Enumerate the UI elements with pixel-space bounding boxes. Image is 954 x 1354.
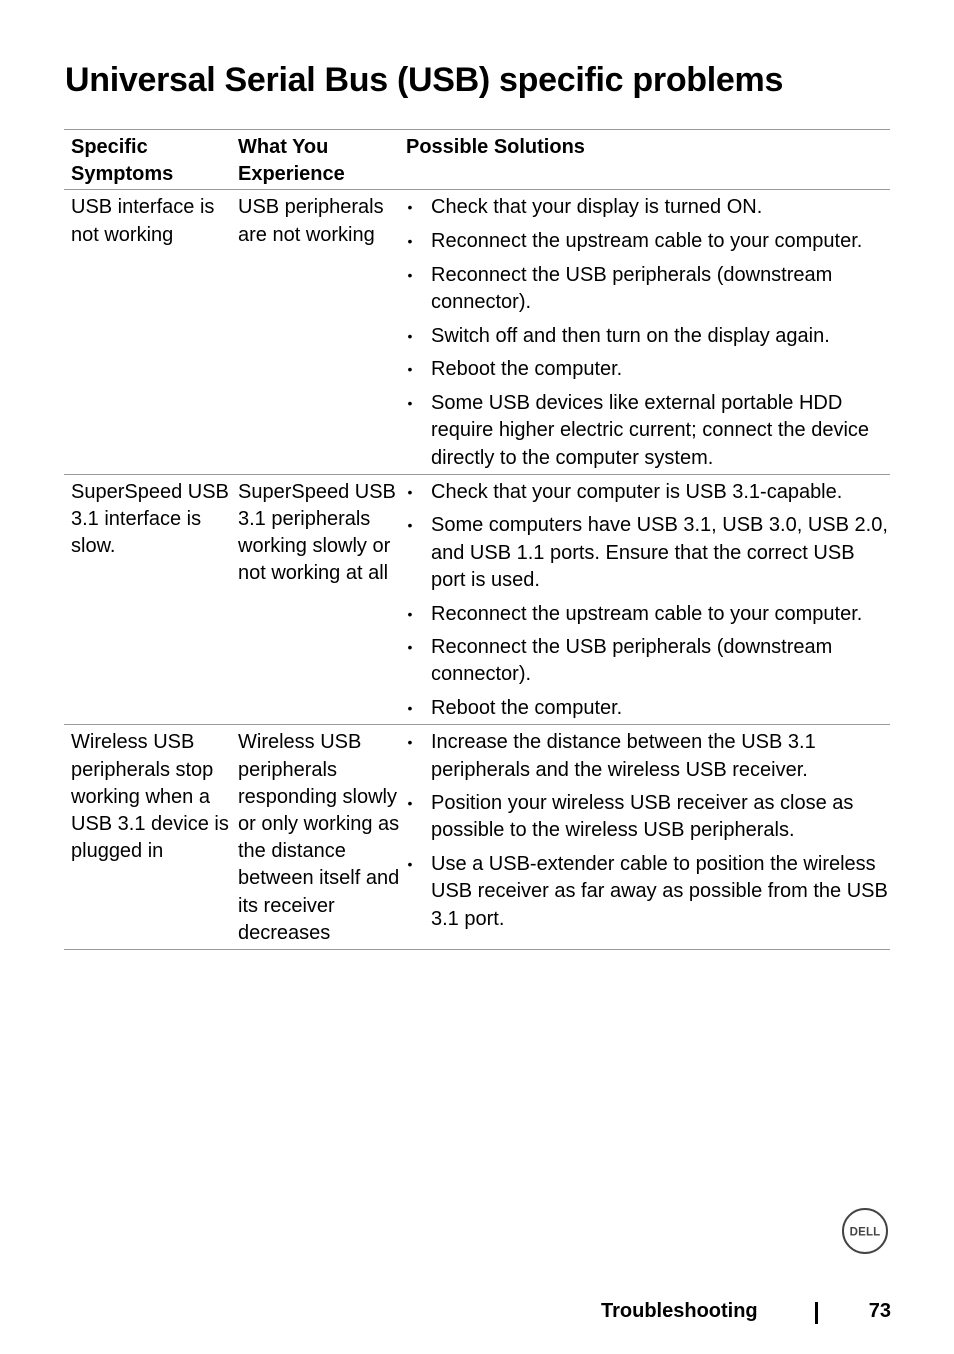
solution-text: Increase the distance between the USB 3.1 peripherals and the wireless USB receiver. [431, 731, 816, 781]
dell-logo-text: DELL [849, 1226, 881, 1239]
symptom-cell: USB interface is not working [64, 190, 238, 474]
page-footer [0, 1300, 954, 1328]
bullet-icon: • [407, 233, 413, 250]
usb-problems-table [64, 129, 890, 950]
solutions-list [406, 729, 890, 932]
table-row [64, 190, 890, 474]
solution-text: Some computers have USB 3.1, USB 3.0, USB 2.0, and USB 1.1 ports. Ensure that the correct USB port is used. [431, 514, 888, 591]
experience-cell: Wireless USB peripherals responding slowly or only working as the distance between itself and its receiver decreases [238, 725, 406, 950]
solution-item [406, 851, 890, 933]
solutions-cell [406, 190, 890, 474]
solution-item [406, 479, 890, 506]
solution-item [406, 323, 890, 350]
solution-item [406, 390, 890, 472]
solution-text: Reconnect the upstream cable to your computer. [431, 602, 863, 625]
header-specific-symptoms: Specific Symptoms [64, 130, 238, 190]
page-title: Universal Serial Bus (USB) specific problems [65, 61, 784, 99]
bullet-icon: • [407, 856, 413, 873]
solution-text: Reboot the computer. [431, 697, 623, 720]
table-row [64, 474, 890, 725]
solutions-cell [406, 474, 890, 725]
solution-item [406, 634, 890, 688]
solution-item [406, 695, 890, 722]
dell-logo-icon [842, 1208, 888, 1254]
solution-text: Switch off and then turn on the display again. [431, 324, 830, 347]
solutions-list [406, 194, 890, 471]
solution-text: Position your wireless USB receiver as close as possible to the wireless USB peripherals. [431, 792, 854, 842]
solution-text: Reconnect the USB peripherals (downstream connector). [431, 263, 833, 314]
solution-text: Reconnect the USB peripherals (downstream connector). [431, 636, 833, 686]
solutions-list [406, 479, 890, 723]
header-what-you-experience: What You Experience [238, 130, 406, 190]
footer-section-title: Troubleshooting [601, 1300, 758, 1322]
bullet-icon: • [407, 795, 413, 812]
footer-divider [815, 1302, 818, 1324]
solution-text: Reconnect the upstream cable to your computer. [431, 230, 863, 253]
solution-item [406, 790, 890, 844]
solution-item [406, 356, 890, 383]
bullet-icon: • [407, 639, 413, 656]
symptom-cell: Wireless USB peripherals stop working when a USB 3.1 device is plugged in [64, 725, 238, 950]
page-number: 73 [868, 1300, 891, 1322]
symptom-cell: SuperSpeed USB 3.1 interface is slow. [64, 474, 238, 725]
table-row [64, 725, 890, 950]
solution-text: Check that your display is turned ON. [431, 196, 763, 219]
solution-item [406, 729, 890, 783]
table-body [64, 190, 890, 950]
bullet-icon: • [407, 700, 413, 717]
bullet-icon: • [407, 199, 413, 216]
solution-item [406, 601, 890, 628]
bullet-icon: • [407, 361, 413, 378]
solutions-cell [406, 725, 890, 950]
solution-text: Reboot the computer. [431, 358, 623, 381]
solution-text: Use a USB-extender cable to position the wireless USB receiver as far away as possible from the USB 3.1 port. [431, 853, 888, 930]
solution-text: Check that your computer is USB 3.1-capable. [431, 480, 843, 503]
solution-item [406, 262, 890, 316]
bullet-icon: • [407, 734, 413, 751]
solution-item [406, 512, 890, 594]
bullet-icon: • [407, 327, 413, 344]
header-possible-solutions: Possible Solutions [406, 130, 890, 190]
bullet-icon: • [407, 395, 413, 412]
solution-text: Some USB devices like external portable HDD require higher electric current; connect the device directly to the computer system. [431, 392, 870, 469]
bullet-icon: • [407, 517, 413, 534]
experience-cell: SuperSpeed USB 3.1 peripherals working slowly or not working at all [238, 474, 406, 725]
table-header-row [64, 130, 890, 190]
solution-item [406, 228, 890, 255]
bullet-icon: • [407, 605, 413, 622]
solution-item [406, 194, 890, 221]
bullet-icon: • [407, 266, 413, 283]
bullet-icon: • [407, 483, 413, 500]
experience-cell: USB peripherals are not working [238, 190, 406, 474]
